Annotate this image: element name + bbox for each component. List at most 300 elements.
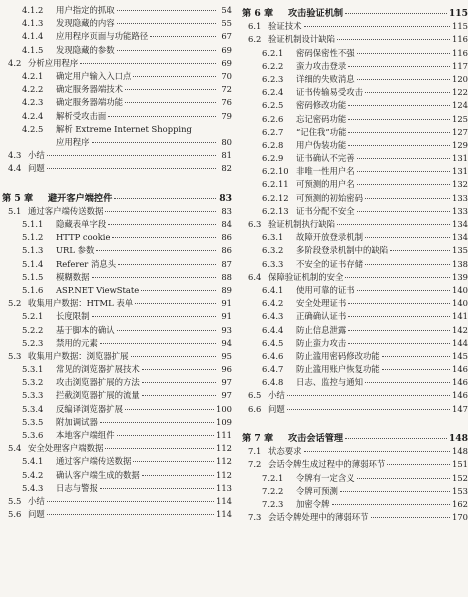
entry-title: 问题 bbox=[28, 163, 45, 174]
subsection-entry[interactable] bbox=[0, 123, 232, 136]
entry-number: 6.2.3 bbox=[262, 73, 284, 84]
entry-title: 基于脚本的确认 bbox=[56, 324, 115, 335]
page-number: 72 bbox=[221, 84, 232, 95]
entry-title: HTTP cookie bbox=[56, 232, 111, 243]
dot-leader bbox=[125, 89, 216, 90]
subsection-entry[interactable] bbox=[0, 416, 232, 429]
entry-title: 攻击验证机制 bbox=[288, 8, 344, 19]
entry-number: 6.4 bbox=[248, 271, 262, 282]
page-number: 131 bbox=[452, 153, 468, 164]
entry-title: 用户伪装功能 bbox=[296, 139, 347, 150]
entry-number: 5.1.4 bbox=[22, 258, 44, 269]
entry-title: 日志、监控与通知 bbox=[296, 377, 363, 388]
subsection-entry[interactable] bbox=[240, 113, 468, 126]
entry-number: 6.6 bbox=[248, 403, 262, 414]
page-number: 86 bbox=[221, 245, 232, 256]
section-entry[interactable] bbox=[240, 445, 468, 458]
entry-title: 应用程序页面与功能路径 bbox=[56, 31, 149, 42]
page-number: 69 bbox=[221, 57, 232, 68]
subsection-entry[interactable] bbox=[0, 310, 232, 323]
page-number: 142 bbox=[452, 324, 468, 335]
dot-leader bbox=[357, 53, 450, 54]
entry-number: 4.1.2 bbox=[22, 5, 44, 15]
subsection-entry[interactable] bbox=[0, 231, 232, 244]
section-entry[interactable] bbox=[0, 205, 232, 218]
subsection-entry[interactable] bbox=[240, 139, 468, 152]
subsection-entry[interactable] bbox=[0, 324, 232, 337]
dot-leader bbox=[348, 145, 450, 146]
entry-number: 6.2.8 bbox=[262, 139, 284, 150]
entry-title: 验证机制设计缺陷 bbox=[268, 34, 335, 45]
dot-leader bbox=[47, 501, 214, 502]
subsection-entry[interactable] bbox=[0, 403, 232, 416]
entry-title: 正确确认证书 bbox=[296, 311, 347, 322]
dot-leader bbox=[117, 50, 216, 51]
entry-title: 防止滥用密码修改功能 bbox=[296, 350, 380, 361]
section-entry[interactable] bbox=[240, 271, 468, 284]
entry-title: 会话令牌生成过程中的薄弱环节 bbox=[268, 459, 386, 470]
chapter-entry[interactable] bbox=[240, 7, 468, 20]
dot-leader bbox=[141, 290, 216, 291]
page-number: 69 bbox=[221, 44, 232, 55]
dot-leader bbox=[357, 171, 450, 172]
dot-leader bbox=[47, 168, 216, 169]
entry-number: 7.2.1 bbox=[262, 472, 284, 483]
entry-title: 本地客户端组件 bbox=[56, 430, 115, 440]
dot-leader bbox=[100, 422, 214, 423]
dot-leader bbox=[365, 237, 450, 238]
spacer bbox=[240, 416, 468, 429]
subsection-entry[interactable] bbox=[0, 17, 232, 30]
entry-title: 小结 bbox=[28, 495, 45, 506]
subsection-entry[interactable] bbox=[240, 324, 468, 337]
section-entry[interactable] bbox=[0, 57, 232, 70]
entry-title: 验证技术 bbox=[268, 21, 302, 32]
entry-number: 5.3.6 bbox=[22, 430, 44, 440]
dot-leader bbox=[365, 382, 450, 383]
page-number: 125 bbox=[452, 113, 468, 124]
entry-title: 发现隐藏的内容 bbox=[56, 18, 115, 29]
page-number: 129 bbox=[452, 139, 468, 150]
dot-leader bbox=[92, 316, 217, 317]
entry-number: 5.3.3 bbox=[22, 390, 44, 401]
page-number: 116 bbox=[452, 47, 468, 58]
page-number: 76 bbox=[221, 97, 232, 108]
page-number: 70 bbox=[221, 70, 232, 81]
page-number: 109 bbox=[216, 416, 232, 427]
page-number: 55 bbox=[221, 18, 232, 29]
dot-leader bbox=[345, 277, 450, 278]
entry-number: 6.2.11 bbox=[262, 179, 289, 190]
entry-title: 反编译浏览器扩展 bbox=[56, 403, 123, 414]
entry-number: 7.1 bbox=[248, 446, 262, 457]
section-entry[interactable] bbox=[240, 20, 468, 33]
section-entry[interactable] bbox=[0, 508, 232, 521]
entry-title: 证书分配不安全 bbox=[296, 205, 355, 216]
subsection-entry[interactable] bbox=[240, 178, 468, 191]
page-number: 89 bbox=[221, 284, 232, 295]
page-number: 97 bbox=[221, 377, 232, 388]
entry-number: 6.4.4 bbox=[262, 324, 284, 335]
section-entry[interactable] bbox=[240, 458, 468, 471]
entry-title: 攻击会话管理 bbox=[288, 433, 344, 444]
subsection-entry[interactable] bbox=[240, 205, 468, 218]
page-number: 114 bbox=[216, 495, 232, 506]
dot-leader bbox=[348, 119, 450, 120]
entry-title: 保障验证机制的安全 bbox=[268, 271, 344, 282]
entry-title: 模糊数据 bbox=[56, 271, 90, 282]
page-number: 83 bbox=[221, 205, 232, 216]
chapter-entry[interactable] bbox=[240, 432, 468, 445]
entry-number: 5.3.2 bbox=[22, 377, 44, 388]
dot-leader bbox=[133, 461, 214, 462]
page-number: 144 bbox=[452, 337, 468, 348]
page-number: 115 bbox=[448, 8, 468, 19]
section-entry[interactable] bbox=[240, 511, 468, 524]
subsection-entry[interactable] bbox=[0, 136, 232, 149]
entry-title: 证书传输易受攻击 bbox=[296, 87, 363, 98]
subsection-entry[interactable] bbox=[0, 70, 232, 83]
page-number: 67 bbox=[221, 31, 232, 42]
entry-title: 用户指定的抓取 bbox=[56, 5, 115, 15]
entry-title: 确定用户输入入口点 bbox=[56, 70, 132, 81]
page-number: 148 bbox=[448, 433, 468, 444]
entry-number: 6.4.6 bbox=[262, 350, 284, 361]
subsection-entry[interactable] bbox=[0, 389, 232, 402]
subsection-entry[interactable] bbox=[240, 284, 468, 297]
entry-title: URL 参数 bbox=[56, 245, 95, 256]
entry-title: 确定服务器端技术 bbox=[56, 84, 123, 95]
page-number: 114 bbox=[216, 509, 232, 520]
dot-leader bbox=[357, 158, 450, 159]
page-number: 112 bbox=[216, 456, 232, 467]
entry-title: 忘记密码功能 bbox=[296, 113, 347, 124]
page-number: 96 bbox=[221, 364, 232, 375]
subsection-entry[interactable] bbox=[240, 297, 468, 310]
entry-number: 5.1.6 bbox=[22, 284, 44, 295]
toc-left-column bbox=[0, 4, 232, 521]
subsection-entry[interactable] bbox=[240, 231, 468, 244]
entry-number: 5.4.1 bbox=[22, 456, 44, 467]
page-number: 153 bbox=[452, 485, 468, 496]
dot-leader bbox=[382, 356, 450, 357]
subsection-entry[interactable] bbox=[0, 96, 232, 109]
subsection-entry[interactable] bbox=[240, 363, 468, 376]
entry-title: 日志与警报 bbox=[56, 482, 98, 493]
entry-number: 4.4 bbox=[8, 163, 22, 174]
subsection-entry[interactable] bbox=[240, 485, 468, 498]
entry-number: 4.2 bbox=[8, 57, 22, 68]
page-number: 148 bbox=[452, 446, 468, 457]
dot-leader bbox=[348, 343, 450, 344]
entry-title: “记住我”功能 bbox=[296, 126, 347, 137]
entry-title: 隐藏表单字段 bbox=[56, 219, 107, 229]
entry-title: 令牌可预测 bbox=[296, 485, 338, 496]
subsection-entry[interactable] bbox=[0, 482, 232, 495]
page-number: 140 bbox=[452, 298, 468, 309]
page-number: 88 bbox=[221, 271, 232, 282]
entry-number: 5.2.2 bbox=[22, 324, 44, 335]
page-number: 86 bbox=[221, 232, 232, 243]
subsection-entry[interactable] bbox=[240, 350, 468, 363]
dot-leader bbox=[357, 290, 450, 291]
subsection-entry[interactable] bbox=[0, 83, 232, 96]
page-number: 146 bbox=[452, 364, 468, 375]
entry-number: 第 5 章 bbox=[2, 192, 34, 204]
chapter-entry[interactable] bbox=[0, 192, 232, 205]
entry-title: 不安全的证书存储 bbox=[296, 258, 363, 269]
subsection-entry[interactable] bbox=[240, 165, 468, 178]
page-number: 91 bbox=[221, 311, 232, 322]
entry-title: 会话令牌处理中的薄弱环节 bbox=[268, 512, 369, 523]
section-entry[interactable] bbox=[0, 350, 232, 363]
subsection-entry[interactable] bbox=[240, 47, 468, 60]
entry-title: 非唯一性用户名 bbox=[296, 166, 355, 177]
dot-leader bbox=[92, 277, 217, 278]
page-number: 95 bbox=[221, 350, 232, 361]
entry-number: 6.2.10 bbox=[262, 166, 289, 177]
entry-title: 密码修改功能 bbox=[296, 100, 347, 111]
dot-leader bbox=[100, 343, 216, 344]
page-number: 139 bbox=[452, 271, 468, 282]
entry-number: 5.4 bbox=[8, 443, 22, 454]
entry-title: 避开客户端控件 bbox=[48, 192, 113, 204]
dot-leader bbox=[133, 76, 216, 77]
subsection-entry[interactable] bbox=[0, 44, 232, 57]
subsection-entry[interactable] bbox=[240, 244, 468, 257]
entry-number: 5.2.1 bbox=[22, 311, 44, 322]
entry-number: 4.2.4 bbox=[22, 110, 44, 121]
dot-leader bbox=[117, 23, 216, 24]
section-entry[interactable] bbox=[0, 149, 232, 162]
dot-leader bbox=[125, 409, 214, 410]
entry-title: 加密令牌 bbox=[296, 498, 330, 509]
dot-leader bbox=[371, 517, 451, 518]
page-number: 79 bbox=[221, 110, 232, 121]
entry-title: 常见的浏览器扩展技术 bbox=[56, 364, 140, 375]
subsection-entry[interactable] bbox=[0, 376, 232, 389]
entry-title: 防止信息泄露 bbox=[296, 324, 347, 335]
dot-leader bbox=[125, 102, 216, 103]
entry-title: 通过客户端传送数据 bbox=[28, 205, 104, 216]
entry-title: 防止滥用账户恢复功能 bbox=[296, 364, 380, 375]
spacer bbox=[0, 175, 232, 188]
entry-title: 附加调试器 bbox=[56, 416, 98, 427]
dot-leader bbox=[387, 464, 450, 465]
entry-number: 4.3 bbox=[8, 150, 22, 161]
entry-title: 可预测的初始密码 bbox=[296, 192, 363, 203]
page-number: 138 bbox=[452, 258, 468, 269]
subsection-entry[interactable] bbox=[0, 455, 232, 468]
page-number: 162 bbox=[452, 498, 468, 509]
entry-number: 6.2.9 bbox=[262, 153, 284, 164]
entry-number: 6.2.1 bbox=[262, 47, 284, 58]
dot-leader bbox=[47, 514, 214, 515]
section-entry[interactable] bbox=[0, 442, 232, 455]
page-number: 117 bbox=[452, 60, 468, 71]
entry-number: 5.3.1 bbox=[22, 364, 44, 375]
subsection-entry[interactable] bbox=[240, 126, 468, 139]
page-number: 111 bbox=[216, 430, 232, 440]
subsection-entry[interactable] bbox=[240, 472, 468, 485]
page-number: 81 bbox=[221, 150, 232, 161]
entry-number: 7.2.3 bbox=[262, 498, 284, 509]
page-number: 100 bbox=[216, 403, 232, 414]
entry-number: 5.1.1 bbox=[22, 219, 44, 229]
entry-title: 小结 bbox=[28, 150, 45, 161]
dot-leader bbox=[287, 395, 450, 396]
page-number: 124 bbox=[452, 100, 468, 111]
subsection-entry[interactable] bbox=[0, 469, 232, 482]
entry-number: 5.5 bbox=[8, 495, 22, 506]
subsection-entry[interactable] bbox=[0, 429, 232, 442]
dot-leader bbox=[142, 369, 216, 370]
entry-number: 6.4.2 bbox=[262, 298, 284, 309]
page-number: 94 bbox=[221, 337, 232, 348]
entry-title: 故障开放登录机制 bbox=[296, 232, 363, 243]
page-number: 147 bbox=[452, 403, 468, 414]
entry-number: 第 6 章 bbox=[242, 8, 274, 19]
subsection-entry[interactable] bbox=[240, 73, 468, 86]
subsection-entry[interactable] bbox=[240, 60, 468, 73]
entry-number: 5.1 bbox=[8, 205, 22, 216]
entry-title: 分析应用程序 bbox=[28, 57, 79, 68]
page-number: 91 bbox=[221, 298, 232, 309]
dot-leader bbox=[337, 39, 450, 40]
subsection-entry[interactable] bbox=[240, 310, 468, 323]
entry-title: 状态要求 bbox=[268, 446, 302, 457]
dot-leader bbox=[105, 211, 216, 212]
entry-number: 6.5 bbox=[248, 390, 262, 401]
subsection-entry[interactable] bbox=[0, 258, 232, 271]
section-entry[interactable] bbox=[240, 389, 468, 402]
subsection-entry[interactable] bbox=[0, 4, 232, 17]
dot-leader bbox=[142, 395, 216, 396]
subsection-entry[interactable] bbox=[240, 152, 468, 165]
subsection-entry[interactable] bbox=[0, 271, 232, 284]
dot-leader bbox=[117, 10, 216, 11]
page-number: 54 bbox=[221, 5, 232, 15]
page-number: 131 bbox=[452, 166, 468, 177]
dot-leader bbox=[365, 92, 450, 93]
entry-title: 密码保密性不强 bbox=[296, 47, 355, 58]
subsection-entry[interactable] bbox=[0, 110, 232, 123]
page-number: 146 bbox=[452, 390, 468, 401]
subsection-entry[interactable] bbox=[240, 86, 468, 99]
entry-number: 5.4.3 bbox=[22, 482, 44, 493]
entry-number: 6.2.13 bbox=[262, 205, 289, 216]
subsection-entry[interactable] bbox=[0, 337, 232, 350]
dot-leader bbox=[118, 264, 216, 265]
subsection-entry[interactable] bbox=[0, 244, 232, 257]
subsection-entry[interactable] bbox=[240, 376, 468, 389]
page-number: 151 bbox=[452, 459, 468, 470]
dot-leader bbox=[357, 211, 450, 212]
entry-number: 6.2.7 bbox=[262, 126, 284, 137]
subsection-entry[interactable] bbox=[240, 337, 468, 350]
entry-number: 6.2.6 bbox=[262, 113, 284, 124]
dot-leader bbox=[114, 198, 216, 199]
dot-leader bbox=[348, 330, 450, 331]
entry-title: 长度限制 bbox=[56, 311, 90, 322]
entry-title: 蛮力攻击登录 bbox=[296, 60, 347, 71]
dot-leader bbox=[108, 224, 216, 225]
entry-number: 5.1.3 bbox=[22, 245, 44, 256]
subsection-entry[interactable] bbox=[240, 258, 468, 271]
page-number: 133 bbox=[452, 205, 468, 216]
entry-number: 5.2.3 bbox=[22, 337, 44, 348]
dot-leader bbox=[345, 13, 447, 14]
section-entry[interactable] bbox=[0, 297, 232, 310]
section-entry[interactable] bbox=[240, 33, 468, 46]
entry-title: 可预测的用户名 bbox=[296, 179, 355, 190]
entry-title: 确认客户端生成的数据 bbox=[56, 469, 140, 480]
page-number: 115 bbox=[452, 21, 468, 32]
entry-number: 第 7 章 bbox=[242, 433, 274, 444]
entry-title: 解析 Extreme Internet Shopping bbox=[56, 123, 192, 134]
section-entry[interactable] bbox=[240, 403, 468, 416]
entry-number: 6.3.3 bbox=[262, 258, 284, 269]
subsection-entry[interactable] bbox=[0, 218, 232, 231]
entry-title: 解析受攻击面 bbox=[56, 110, 107, 121]
section-entry[interactable] bbox=[0, 162, 232, 175]
page-number: 116 bbox=[452, 34, 468, 45]
dot-leader bbox=[105, 448, 214, 449]
subsection-entry[interactable] bbox=[240, 99, 468, 112]
dot-leader bbox=[92, 142, 217, 143]
entry-title: 收集用户数据：浏览器扩展 bbox=[28, 350, 129, 361]
dot-leader bbox=[142, 382, 216, 383]
entry-number: 6.3 bbox=[248, 219, 262, 229]
dot-leader bbox=[96, 250, 216, 251]
page-number: 112 bbox=[216, 443, 232, 454]
entry-title: 小结 bbox=[268, 390, 285, 401]
dot-leader bbox=[357, 184, 450, 185]
section-entry[interactable] bbox=[240, 218, 468, 231]
entry-title: 验证机制执行缺陷 bbox=[268, 219, 335, 229]
subsection-entry[interactable] bbox=[240, 192, 468, 205]
entry-number: 5.1.5 bbox=[22, 271, 44, 282]
page-number: 133 bbox=[452, 192, 468, 203]
dot-leader bbox=[112, 237, 216, 238]
entry-number: 6.2.5 bbox=[262, 100, 284, 111]
dot-leader bbox=[131, 356, 217, 357]
entry-number: 6.4.7 bbox=[262, 364, 284, 375]
entry-number: 6.4.3 bbox=[262, 311, 284, 322]
subsection-entry[interactable] bbox=[0, 30, 232, 43]
entry-title: 令牌有一定含义 bbox=[296, 472, 355, 483]
page-number: 97 bbox=[221, 390, 232, 401]
dot-leader bbox=[357, 478, 450, 479]
entry-title: 收集用户数据：HTML 表单 bbox=[28, 298, 134, 309]
entry-title: ASP.NET ViewState bbox=[56, 284, 140, 295]
section-entry[interactable] bbox=[0, 495, 232, 508]
dot-leader bbox=[304, 451, 451, 452]
entry-title: 安全处理证书 bbox=[296, 298, 347, 309]
dot-leader bbox=[117, 435, 214, 436]
entry-number: 5.1.2 bbox=[22, 232, 44, 243]
entry-number: 4.2.3 bbox=[22, 97, 44, 108]
subsection-entry[interactable] bbox=[0, 363, 232, 376]
entry-title: 确定服务器端功能 bbox=[56, 97, 123, 108]
page-number: 134 bbox=[452, 219, 468, 229]
subsection-entry[interactable] bbox=[0, 284, 232, 297]
entry-title: 证书确认不完善 bbox=[296, 153, 355, 164]
page-number: 84 bbox=[221, 219, 232, 229]
page-number: 152 bbox=[452, 472, 468, 483]
subsection-entry[interactable] bbox=[240, 498, 468, 511]
entry-title: Referer 消息头 bbox=[56, 258, 117, 269]
